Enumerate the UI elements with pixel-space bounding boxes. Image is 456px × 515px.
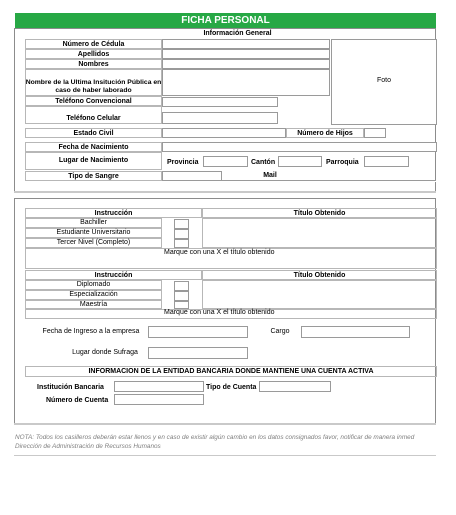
footer-department: Dirección de Administración de Recursos Humanos	[15, 443, 161, 450]
section-divider	[14, 191, 436, 193]
fecha-nacimiento-field[interactable]	[162, 142, 437, 152]
section-divider	[14, 423, 436, 425]
label-mail: Mail	[263, 172, 277, 179]
checkbox-diplomado[interactable]	[174, 281, 189, 291]
level-estudiante-universitario: Estudiante Universitario	[25, 228, 162, 238]
checkbox-maestria[interactable]	[174, 301, 189, 309]
label-cargo: Cargo	[270, 328, 290, 335]
estado-civil-field[interactable]	[162, 128, 286, 138]
apellidos-field[interactable]	[162, 49, 330, 59]
fecha-ingreso-field[interactable]	[148, 326, 248, 338]
label-lugar-sufraga: Lugar donde Sufraga	[72, 349, 138, 356]
label-parroquia: Parroquia	[326, 159, 359, 166]
tel-convencional-field[interactable]	[162, 97, 278, 107]
lugar-sufraga-field[interactable]	[148, 347, 248, 359]
institucion-bancaria-field[interactable]	[114, 381, 204, 392]
label-nombres: Nombres	[25, 59, 162, 69]
label-institucion: Nombre de la Ultima Insitución Pública en caso de haber laborado	[25, 79, 162, 94]
label-tel-convencional: Teléfono Convencional	[25, 96, 162, 106]
parroquia-field[interactable]	[364, 156, 409, 167]
header-titulo-2: Título Obtenido	[202, 270, 437, 280]
label-lugar-nacimiento: Lugar de Nacimiento	[25, 152, 162, 170]
institucion-field[interactable]	[162, 69, 330, 96]
footer-divider	[14, 455, 436, 456]
header-instruccion-1: Instrucción	[25, 208, 202, 218]
label-estado-civil: Estado Civil	[25, 128, 162, 138]
label-tel-celular: Teléfono Celular	[66, 115, 121, 122]
general-info-heading: Información General	[203, 30, 272, 37]
header-instruccion-2: Instrucción	[25, 270, 202, 280]
bank-section-title: INFORMACION DE LA ENTIDAD BANCARIA DONDE MANTIENE UNA CUENTA ACTIVA	[25, 366, 437, 377]
provincia-field[interactable]	[203, 156, 248, 167]
cargo-field[interactable]	[301, 326, 410, 338]
label-tipo-cuenta: Tipo de Cuenta	[206, 384, 257, 391]
checkbox-universitario[interactable]	[174, 229, 189, 239]
header-titulo-1: Título Obtenido	[202, 208, 437, 218]
level-especializacion: Especialización	[25, 290, 162, 300]
label-numero-cuenta: Número de Cuenta	[46, 397, 109, 404]
footer-note: NOTA: Todos los casilleros deberán estar llenos y en caso de existir algún cambio en los datos consignados favor, notificar de manera inmed	[15, 434, 415, 441]
label-tipo-sangre: Tipo de Sangre	[25, 171, 162, 181]
tel-celular-field[interactable]	[162, 112, 278, 124]
label-fecha-nacimiento: Fecha de Nacimiento	[25, 142, 162, 152]
level-tercer-nivel: Tercer Nivel (Completo)	[25, 238, 162, 248]
label-apellidos: Apellidos	[25, 49, 162, 59]
level-maestria: Maestría	[25, 300, 162, 309]
label-institucion-bancaria: Institución Bancaria	[37, 384, 104, 391]
form-title: FICHA PERSONAL	[15, 13, 436, 28]
level-bachiller: Bachiller	[25, 218, 162, 228]
label-provincia: Provincia	[167, 159, 199, 166]
canton-field[interactable]	[278, 156, 322, 167]
checkbox-bachiller[interactable]	[174, 219, 189, 229]
marque-note-1: Marque con una X el título obtenido	[164, 249, 275, 256]
checkbox-tercer-nivel[interactable]	[174, 239, 189, 248]
label-fecha-ingreso: Fecha de Ingreso a la empresa	[42, 328, 140, 335]
level-diplomado: Diplomado	[25, 280, 162, 290]
numero-hijos-field[interactable]	[364, 128, 386, 138]
photo-label: Foto	[376, 77, 391, 84]
marque-note-2: Marque con una X el título obtenido	[164, 309, 275, 316]
checkbox-especializacion[interactable]	[174, 291, 189, 301]
tipo-cuenta-field[interactable]	[259, 381, 331, 392]
numero-cuenta-field[interactable]	[114, 394, 204, 405]
cedula-field[interactable]	[162, 39, 330, 49]
label-canton: Cantón	[251, 159, 276, 166]
titulo-field-2[interactable]	[202, 280, 437, 309]
nombres-field[interactable]	[162, 59, 330, 69]
mail-field[interactable]	[222, 180, 436, 182]
label-numero-hijos: Número de Hijos	[286, 128, 364, 138]
label-cedula: Número de Cédula	[25, 39, 162, 49]
tipo-sangre-field[interactable]	[162, 171, 222, 181]
titulo-field-1[interactable]	[202, 218, 437, 248]
